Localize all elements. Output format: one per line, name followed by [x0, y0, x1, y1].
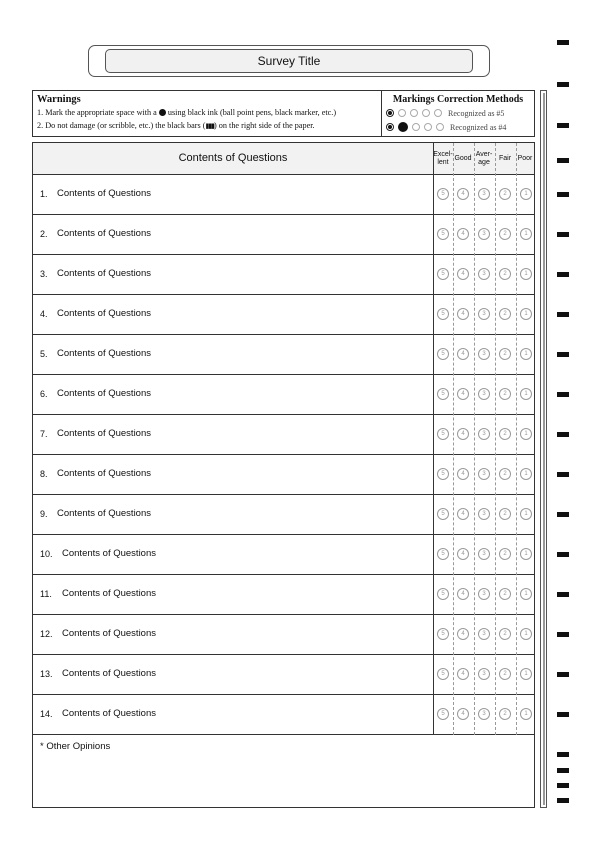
answer-bubble-3[interactable]: 3: [478, 308, 490, 320]
answer-bubble-3[interactable]: 3: [478, 508, 490, 520]
survey-title: Survey Title: [105, 49, 473, 73]
answer-bubble-4[interactable]: 4: [457, 348, 469, 360]
answer-bubble-4[interactable]: 4: [457, 668, 469, 680]
question-number: 13.: [40, 669, 53, 679]
question-text: Contents of Questions: [57, 308, 151, 319]
question-row: [33, 655, 534, 695]
question-number: 11.: [40, 589, 52, 599]
answer-bubble-4[interactable]: 4: [457, 548, 469, 560]
question-number: 8.: [40, 469, 48, 479]
question-text: Contents of Questions: [62, 668, 156, 679]
question-row: [33, 215, 534, 255]
question-text: Contents of Questions: [57, 188, 151, 199]
question-number: 3.: [40, 269, 48, 279]
answer-bubble-3[interactable]: 3: [478, 628, 490, 640]
answer-bubble-4[interactable]: 4: [457, 308, 469, 320]
black-bars-icon: ▮▮▮: [205, 122, 215, 130]
question-text: Contents of Questions: [57, 388, 151, 399]
answer-bubble-1[interactable]: 1: [520, 668, 532, 680]
question-text: Contents of Questions: [62, 548, 156, 559]
answer-bubble-4[interactable]: 4: [457, 508, 469, 520]
answer-bubble-1[interactable]: 1: [520, 348, 532, 360]
answer-bubble-2[interactable]: 2: [499, 428, 511, 440]
side-timing-strip: [540, 90, 547, 808]
question-text: Contents of Questions: [57, 428, 151, 439]
column-header-4: Fair: [498, 154, 512, 162]
empty-circle-icon: [422, 109, 430, 117]
answer-bubble-5[interactable]: 5: [437, 548, 449, 560]
answer-bubble-4[interactable]: 4: [457, 468, 469, 480]
answer-bubble-3[interactable]: 3: [478, 668, 490, 680]
answer-bubble-3[interactable]: 3: [478, 468, 490, 480]
answer-bubble-5[interactable]: 5: [437, 588, 449, 600]
answer-bubble-4[interactable]: 4: [457, 628, 469, 640]
timing-mark: [557, 40, 569, 45]
answer-bubble-5[interactable]: 5: [437, 628, 449, 640]
question-row: [33, 335, 534, 375]
filled-circle-icon: [398, 122, 408, 132]
answer-bubble-4[interactable]: 4: [457, 228, 469, 240]
timing-mark: [557, 312, 569, 317]
column-divider: [474, 143, 475, 735]
answer-bubble-3[interactable]: 3: [478, 428, 490, 440]
timing-mark: [557, 798, 569, 803]
marking-example-label-1: Recognized as #5: [448, 108, 505, 118]
answer-bubble-5[interactable]: 5: [437, 708, 449, 720]
question-text: Contents of Questions: [62, 588, 156, 599]
answer-bubble-4[interactable]: 4: [457, 268, 469, 280]
warning-line-1: [37, 106, 377, 119]
answer-bubble-2[interactable]: 2: [499, 268, 511, 280]
answer-bubble-3[interactable]: 3: [478, 708, 490, 720]
question-row: [33, 575, 534, 615]
question-row: [33, 455, 534, 495]
timing-mark: [557, 712, 569, 717]
answer-bubble-3[interactable]: 3: [478, 588, 490, 600]
answer-bubble-4[interactable]: 4: [457, 188, 469, 200]
timing-mark: [557, 158, 569, 163]
question-row: [33, 495, 534, 535]
question-number: 6.: [40, 389, 48, 399]
answer-bubble-5[interactable]: 5: [437, 348, 449, 360]
table-header-title: Contents of Questions: [178, 152, 288, 164]
answer-bubble-2[interactable]: 2: [499, 628, 511, 640]
answer-bubble-4[interactable]: 4: [457, 588, 469, 600]
answer-bubble-3[interactable]: 3: [478, 348, 490, 360]
empty-circle-icon: [398, 109, 406, 117]
marking-example-row-2: [386, 120, 530, 134]
answer-bubble-5[interactable]: 5: [437, 388, 449, 400]
timing-mark: [557, 82, 569, 87]
question-row: [33, 295, 534, 335]
warning-1-after: using black ink (ball point pens, black marker, etc.): [167, 108, 337, 117]
answer-bubble-1[interactable]: 1: [520, 188, 532, 200]
marked-circle-icon: [386, 123, 394, 131]
answer-bubble-2[interactable]: 2: [499, 468, 511, 480]
question-text: Contents of Questions: [62, 708, 156, 719]
column-header-3: Aver-age: [475, 150, 493, 166]
answer-bubble-1[interactable]: 1: [520, 228, 532, 240]
question-number: 9.: [40, 509, 48, 519]
question-row: [33, 175, 534, 215]
table-header: [33, 143, 534, 175]
timing-mark: [557, 592, 569, 597]
timing-mark: [557, 232, 569, 237]
empty-circle-icon: [424, 123, 432, 131]
answer-bubble-5[interactable]: 5: [437, 268, 449, 280]
column-header-1: Excel-lent: [433, 150, 453, 166]
answer-bubble-2[interactable]: 2: [499, 588, 511, 600]
other-opinions-label: * Other Opinions: [40, 741, 111, 752]
answer-bubble-1[interactable]: 1: [520, 308, 532, 320]
timing-mark: [557, 783, 569, 788]
answer-bubble-2[interactable]: 2: [499, 508, 511, 520]
answer-bubble-1[interactable]: 1: [520, 268, 532, 280]
answer-bubble-3[interactable]: 3: [478, 268, 490, 280]
warning-2-before: 2. Do not damage (or scribble, etc.) the black bars (: [37, 121, 206, 130]
answer-bubble-2[interactable]: 2: [499, 388, 511, 400]
filled-dot-icon: [159, 109, 166, 116]
warnings-heading: Warnings: [37, 94, 81, 105]
column-divider: [495, 143, 496, 735]
question-text: Contents of Questions: [62, 628, 156, 639]
answer-bubble-3[interactable]: 3: [478, 548, 490, 560]
question-number: 4.: [40, 309, 48, 319]
question-row: [33, 255, 534, 295]
empty-circle-icon: [412, 123, 420, 131]
marking-example-row-1: [386, 106, 530, 120]
question-text: Contents of Questions: [57, 348, 151, 359]
question-number: 12.: [40, 629, 53, 639]
column-header-5: Poor: [517, 154, 533, 162]
question-number: 7.: [40, 429, 48, 439]
marking-example-label-2: Recognized as #4: [450, 122, 507, 132]
warning-1-before: 1. Mark the appropriate space with a: [37, 108, 157, 117]
question-number: 2.: [40, 229, 48, 239]
answer-bubble-5[interactable]: 5: [437, 308, 449, 320]
empty-circle-icon: [434, 109, 442, 117]
marked-circle-icon: [386, 109, 394, 117]
question-row: [33, 375, 534, 415]
timing-mark: [557, 552, 569, 557]
answer-bubble-1[interactable]: 1: [520, 428, 532, 440]
answer-bubble-2[interactable]: 2: [499, 708, 511, 720]
answer-bubble-1[interactable]: 1: [520, 588, 532, 600]
marking-methods-heading: Markings Correction Methods: [392, 94, 524, 105]
marking-methods-panel: [382, 91, 534, 136]
question-number: 1.: [40, 189, 48, 199]
answer-bubble-2[interactable]: 2: [499, 348, 511, 360]
timing-mark: [557, 272, 569, 277]
column-divider: [516, 143, 517, 735]
warning-2-after: ) on the right side of the paper.: [214, 121, 315, 130]
warnings-panel: [33, 91, 382, 136]
answer-bubble-1[interactable]: 1: [520, 388, 532, 400]
timing-mark: [557, 192, 569, 197]
question-text: Contents of Questions: [57, 268, 151, 279]
answer-bubble-1[interactable]: 1: [520, 508, 532, 520]
answer-bubble-2[interactable]: 2: [499, 668, 511, 680]
timing-mark: [557, 432, 569, 437]
timing-mark: [557, 768, 569, 773]
answer-bubble-2[interactable]: 2: [499, 188, 511, 200]
answer-bubble-1[interactable]: 1: [520, 708, 532, 720]
question-number: 10.: [40, 549, 53, 559]
answer-bubble-4[interactable]: 4: [457, 708, 469, 720]
column-header-2: Good: [454, 154, 472, 162]
answer-bubble-4[interactable]: 4: [457, 428, 469, 440]
column-divider: [433, 143, 434, 735]
answer-bubble-5[interactable]: 5: [437, 508, 449, 520]
answer-bubble-3[interactable]: 3: [478, 388, 490, 400]
timing-mark: [557, 632, 569, 637]
question-text: Contents of Questions: [57, 508, 151, 519]
question-text: Contents of Questions: [57, 468, 151, 479]
question-row: [33, 415, 534, 455]
timing-mark: [557, 672, 569, 677]
instructions-box: [32, 90, 535, 137]
answer-bubble-2[interactable]: 2: [499, 308, 511, 320]
timing-mark: [557, 472, 569, 477]
timing-mark: [557, 392, 569, 397]
question-row: [33, 615, 534, 655]
answer-bubble-1[interactable]: 1: [520, 468, 532, 480]
timing-mark: [557, 123, 569, 128]
answer-bubble-5[interactable]: 5: [437, 668, 449, 680]
answer-bubble-2[interactable]: 2: [499, 548, 511, 560]
empty-circle-icon: [436, 123, 444, 131]
answer-bubble-1[interactable]: 1: [520, 548, 532, 560]
answer-bubble-5[interactable]: 5: [437, 188, 449, 200]
answer-bubble-3[interactable]: 3: [478, 228, 490, 240]
answer-bubble-5[interactable]: 5: [437, 228, 449, 240]
column-divider: [453, 143, 454, 735]
question-number: 14.: [40, 709, 53, 719]
timing-mark: [557, 512, 569, 517]
answer-bubble-3[interactable]: 3: [478, 188, 490, 200]
answer-bubble-1[interactable]: 1: [520, 628, 532, 640]
question-table: [32, 142, 535, 808]
answer-bubble-2[interactable]: 2: [499, 228, 511, 240]
question-number: 5.: [40, 349, 48, 359]
answer-bubble-4[interactable]: 4: [457, 388, 469, 400]
timing-mark: [557, 352, 569, 357]
warning-line-2: [37, 119, 377, 133]
question-text: Contents of Questions: [57, 228, 151, 239]
answer-bubble-5[interactable]: 5: [437, 468, 449, 480]
question-row: [33, 535, 534, 575]
question-row: [33, 695, 534, 735]
timing-mark: [557, 752, 569, 757]
empty-circle-icon: [410, 109, 418, 117]
answer-bubble-5[interactable]: 5: [437, 428, 449, 440]
